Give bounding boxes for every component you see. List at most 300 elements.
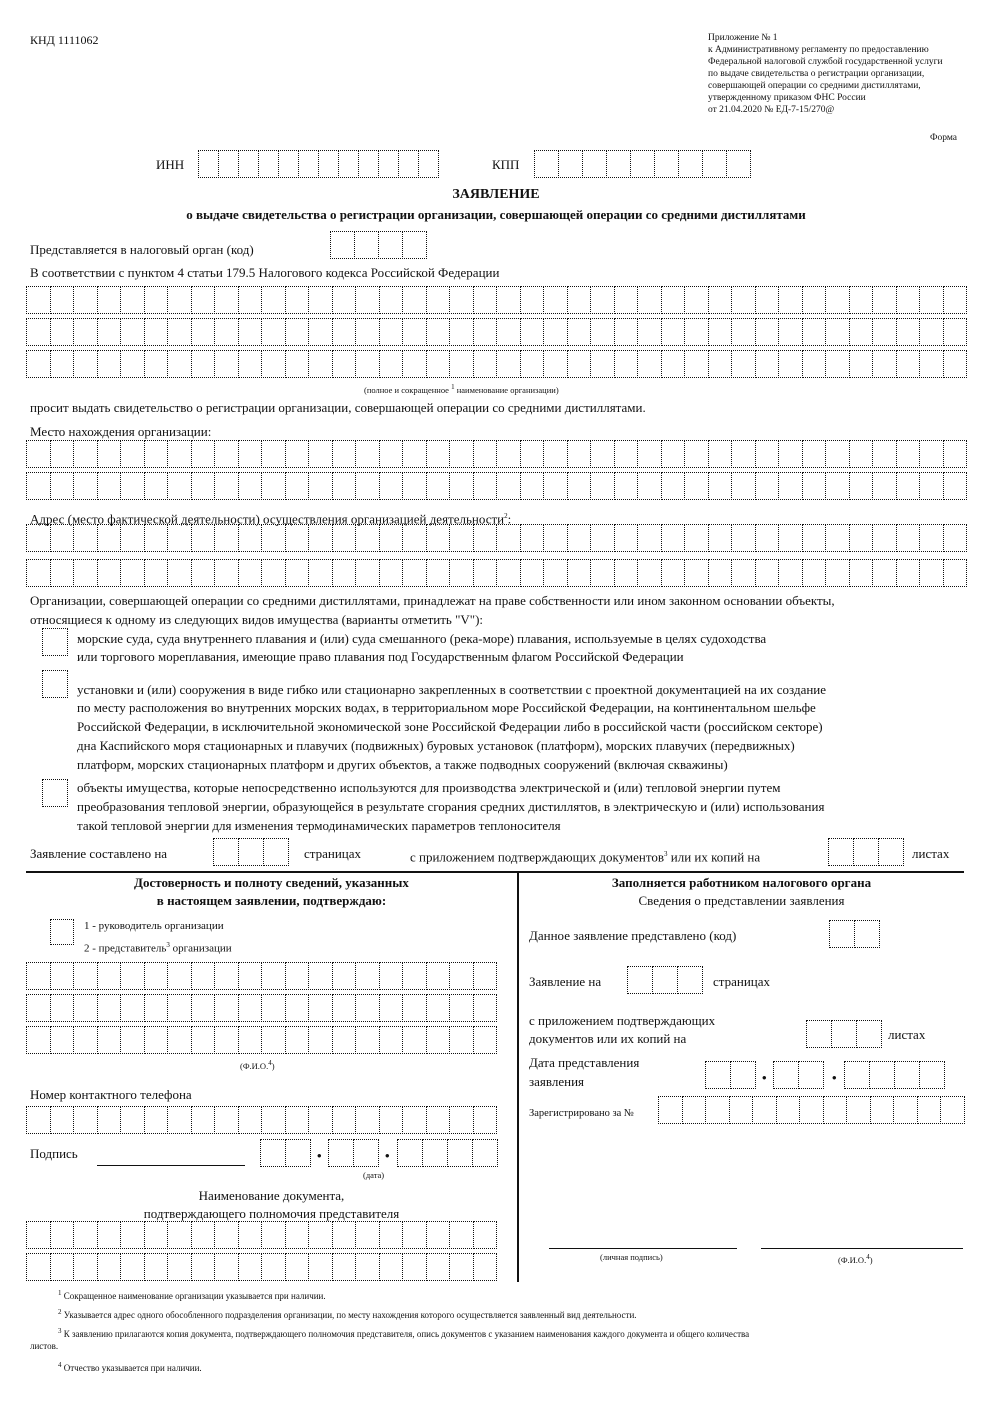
input-cell[interactable]: [520, 559, 545, 587]
input-cell[interactable]: [896, 286, 921, 314]
input-cell[interactable]: [614, 440, 639, 468]
input-cell[interactable]: [614, 350, 639, 378]
input-cell[interactable]: [191, 318, 216, 346]
input-cell[interactable]: [658, 1096, 683, 1124]
input-cell[interactable]: [614, 318, 639, 346]
input-cell[interactable]: [849, 559, 874, 587]
input-cell[interactable]: [332, 350, 357, 378]
input-cell[interactable]: [26, 1221, 51, 1249]
input-cell[interactable]: [543, 559, 568, 587]
input-cell[interactable]: [582, 150, 607, 178]
input-cell[interactable]: [308, 350, 333, 378]
input-cell[interactable]: [627, 966, 653, 994]
input-cell[interactable]: [558, 150, 583, 178]
input-cell[interactable]: [426, 286, 451, 314]
input-cell[interactable]: [684, 286, 709, 314]
input-cell[interactable]: [853, 838, 879, 866]
input-cell[interactable]: [50, 1221, 75, 1249]
input-cell[interactable]: [896, 350, 921, 378]
input-cell[interactable]: [120, 1106, 145, 1134]
input-cell[interactable]: [799, 1096, 824, 1124]
input-cell[interactable]: [330, 231, 355, 259]
input-cell[interactable]: [379, 1221, 404, 1249]
input-cell[interactable]: [473, 994, 498, 1022]
input-cell[interactable]: [731, 286, 756, 314]
input-cell[interactable]: [731, 440, 756, 468]
input-cell[interactable]: [285, 1106, 310, 1134]
rep-document-row-1[interactable]: [26, 1221, 496, 1249]
input-cell[interactable]: [473, 440, 498, 468]
input-cell[interactable]: [708, 286, 733, 314]
input-cell[interactable]: [355, 1026, 380, 1054]
input-cell[interactable]: [496, 286, 521, 314]
input-cell[interactable]: [637, 350, 662, 378]
input-cell[interactable]: [684, 472, 709, 500]
input-cell[interactable]: [402, 472, 427, 500]
pages-count-field[interactable]: [213, 838, 288, 866]
input-cell[interactable]: [496, 559, 521, 587]
input-cell[interactable]: [97, 1253, 122, 1281]
input-cell[interactable]: [238, 524, 263, 552]
input-cell[interactable]: [919, 1061, 945, 1089]
input-cell[interactable]: [332, 318, 357, 346]
input-cell[interactable]: [823, 1096, 848, 1124]
input-cell[interactable]: [238, 1221, 263, 1249]
signer-fio-row-2[interactable]: [26, 994, 496, 1022]
input-cell[interactable]: [261, 1253, 286, 1281]
input-cell[interactable]: [285, 440, 310, 468]
input-cell[interactable]: [849, 472, 874, 500]
input-cell[interactable]: [308, 1026, 333, 1054]
input-cell[interactable]: [731, 524, 756, 552]
input-cell[interactable]: [778, 524, 803, 552]
sign-date-month[interactable]: [328, 1139, 378, 1167]
input-cell[interactable]: [637, 286, 662, 314]
input-cell[interactable]: [379, 286, 404, 314]
input-cell[interactable]: [261, 994, 286, 1022]
input-cell[interactable]: [426, 1026, 451, 1054]
input-cell[interactable]: [590, 286, 615, 314]
input-cell[interactable]: [355, 1221, 380, 1249]
input-cell[interactable]: [802, 559, 827, 587]
input-cell[interactable]: [661, 524, 686, 552]
input-cell[interactable]: [637, 318, 662, 346]
input-cell[interactable]: [97, 286, 122, 314]
input-cell[interactable]: [849, 350, 874, 378]
input-cell[interactable]: [73, 1026, 98, 1054]
input-cell[interactable]: [191, 286, 216, 314]
input-cell[interactable]: [308, 1106, 333, 1134]
input-cell[interactable]: [684, 318, 709, 346]
input-cell[interactable]: [285, 994, 310, 1022]
input-cell[interactable]: [308, 1253, 333, 1281]
input-cell[interactable]: [214, 440, 239, 468]
input-cell[interactable]: [402, 994, 427, 1022]
input-cell[interactable]: [308, 1221, 333, 1249]
input-cell[interactable]: [191, 524, 216, 552]
input-cell[interactable]: [318, 150, 339, 178]
input-cell[interactable]: [73, 962, 98, 990]
input-cell[interactable]: [191, 1106, 216, 1134]
option-vessels-checkbox[interactable]: [42, 628, 68, 656]
input-cell[interactable]: [705, 1061, 731, 1089]
input-cell[interactable]: [943, 440, 968, 468]
input-cell[interactable]: [567, 350, 592, 378]
sign-date-year[interactable]: [397, 1139, 497, 1167]
input-cell[interactable]: [50, 1253, 75, 1281]
input-cell[interactable]: [379, 350, 404, 378]
input-cell[interactable]: [872, 286, 897, 314]
input-cell[interactable]: [661, 440, 686, 468]
input-cell[interactable]: [73, 994, 98, 1022]
input-cell[interactable]: [426, 318, 451, 346]
input-cell[interactable]: [755, 472, 780, 500]
input-cell[interactable]: [278, 150, 299, 178]
input-cell[interactable]: [677, 966, 703, 994]
input-cell[interactable]: [828, 838, 854, 866]
input-cell[interactable]: [167, 559, 192, 587]
input-cell[interactable]: [426, 1221, 451, 1249]
input-cell[interactable]: [214, 1026, 239, 1054]
input-cell[interactable]: [167, 440, 192, 468]
input-cell[interactable]: [702, 150, 727, 178]
input-cell[interactable]: [167, 962, 192, 990]
input-cell[interactable]: [328, 1139, 354, 1167]
input-cell[interactable]: [708, 350, 733, 378]
input-cell[interactable]: [473, 1221, 498, 1249]
input-cell[interactable]: [73, 1106, 98, 1134]
input-cell[interactable]: [285, 350, 310, 378]
input-cell[interactable]: [144, 350, 169, 378]
input-cell[interactable]: [120, 559, 145, 587]
input-cell[interactable]: [614, 472, 639, 500]
input-cell[interactable]: [449, 350, 474, 378]
input-cell[interactable]: [543, 440, 568, 468]
signer-fio-row-1[interactable]: [26, 962, 496, 990]
registration-number-field[interactable]: [658, 1096, 964, 1124]
input-cell[interactable]: [338, 150, 359, 178]
input-cell[interactable]: [708, 559, 733, 587]
input-cell[interactable]: [73, 472, 98, 500]
input-cell[interactable]: [285, 1221, 310, 1249]
input-cell[interactable]: [238, 286, 263, 314]
input-cell[interactable]: [332, 1253, 357, 1281]
input-cell[interactable]: [214, 559, 239, 587]
input-cell[interactable]: [802, 524, 827, 552]
input-cell[interactable]: [332, 962, 357, 990]
input-cell[interactable]: [191, 440, 216, 468]
officer-signature-line[interactable]: [549, 1248, 737, 1249]
input-cell[interactable]: [614, 524, 639, 552]
input-cell[interactable]: [896, 440, 921, 468]
input-cell[interactable]: [144, 286, 169, 314]
input-cell[interactable]: [379, 440, 404, 468]
input-cell[interactable]: [167, 1106, 192, 1134]
input-cell[interactable]: [402, 286, 427, 314]
input-cell[interactable]: [872, 440, 897, 468]
input-cell[interactable]: [661, 286, 686, 314]
input-cell[interactable]: [849, 524, 874, 552]
input-cell[interactable]: [355, 472, 380, 500]
input-cell[interactable]: [802, 350, 827, 378]
phone-field[interactable]: [26, 1106, 496, 1134]
input-cell[interactable]: [940, 1096, 965, 1124]
input-cell[interactable]: [806, 1020, 832, 1048]
input-cell[interactable]: [567, 559, 592, 587]
input-cell[interactable]: [496, 440, 521, 468]
input-cell[interactable]: [238, 472, 263, 500]
input-cell[interactable]: [191, 559, 216, 587]
input-cell[interactable]: [449, 318, 474, 346]
input-cell[interactable]: [261, 472, 286, 500]
input-cell[interactable]: [825, 440, 850, 468]
input-cell[interactable]: [426, 524, 451, 552]
address-row-2[interactable]: [26, 559, 966, 587]
input-cell[interactable]: [520, 350, 545, 378]
input-cell[interactable]: [731, 472, 756, 500]
input-cell[interactable]: [285, 1139, 311, 1167]
input-cell[interactable]: [214, 350, 239, 378]
input-cell[interactable]: [731, 350, 756, 378]
input-cell[interactable]: [872, 472, 897, 500]
input-cell[interactable]: [449, 1106, 474, 1134]
input-cell[interactable]: [398, 150, 419, 178]
input-cell[interactable]: [378, 150, 399, 178]
input-cell[interactable]: [144, 440, 169, 468]
input-cell[interactable]: [856, 1020, 882, 1048]
input-cell[interactable]: [261, 440, 286, 468]
input-cell[interactable]: [778, 318, 803, 346]
input-cell[interactable]: [120, 440, 145, 468]
input-cell[interactable]: [567, 286, 592, 314]
input-cell[interactable]: [473, 1106, 498, 1134]
input-cell[interactable]: [943, 559, 968, 587]
input-cell[interactable]: [332, 1026, 357, 1054]
input-cell[interactable]: [473, 559, 498, 587]
input-cell[interactable]: [214, 1106, 239, 1134]
signer-fio-row-3[interactable]: [26, 1026, 496, 1054]
input-cell[interactable]: [567, 472, 592, 500]
input-cell[interactable]: [567, 440, 592, 468]
input-cell[interactable]: [358, 150, 379, 178]
input-cell[interactable]: [684, 440, 709, 468]
input-cell[interactable]: [426, 1106, 451, 1134]
input-cell[interactable]: [637, 559, 662, 587]
input-cell[interactable]: [167, 994, 192, 1022]
input-cell[interactable]: [637, 472, 662, 500]
input-cell[interactable]: [144, 962, 169, 990]
input-cell[interactable]: [238, 150, 259, 178]
input-cell[interactable]: [26, 559, 51, 587]
input-cell[interactable]: [447, 1139, 473, 1167]
input-cell[interactable]: [755, 286, 780, 314]
input-cell[interactable]: [473, 472, 498, 500]
input-cell[interactable]: [26, 1106, 51, 1134]
input-cell[interactable]: [614, 559, 639, 587]
input-cell[interactable]: [825, 286, 850, 314]
input-cell[interactable]: [191, 1221, 216, 1249]
input-cell[interactable]: [473, 350, 498, 378]
input-cell[interactable]: [144, 472, 169, 500]
input-cell[interactable]: [614, 286, 639, 314]
input-cell[interactable]: [606, 150, 631, 178]
input-cell[interactable]: [353, 1139, 379, 1167]
input-cell[interactable]: [473, 318, 498, 346]
input-cell[interactable]: [97, 524, 122, 552]
input-cell[interactable]: [449, 524, 474, 552]
input-cell[interactable]: [308, 524, 333, 552]
input-cell[interactable]: [97, 962, 122, 990]
input-cell[interactable]: [894, 1061, 920, 1089]
input-cell[interactable]: [97, 440, 122, 468]
input-cell[interactable]: [778, 286, 803, 314]
input-cell[interactable]: [849, 440, 874, 468]
input-cell[interactable]: [829, 920, 855, 948]
input-cell[interactable]: [120, 350, 145, 378]
input-cell[interactable]: [97, 559, 122, 587]
input-cell[interactable]: [120, 994, 145, 1022]
input-cell[interactable]: [308, 440, 333, 468]
input-cell[interactable]: [214, 994, 239, 1022]
input-cell[interactable]: [214, 318, 239, 346]
input-cell[interactable]: [332, 472, 357, 500]
input-cell[interactable]: [261, 559, 286, 587]
input-cell[interactable]: [285, 472, 310, 500]
input-cell[interactable]: [798, 1061, 824, 1089]
input-cell[interactable]: [26, 286, 51, 314]
attach-count-field[interactable]: [828, 838, 903, 866]
input-cell[interactable]: [144, 1253, 169, 1281]
input-cell[interactable]: [590, 472, 615, 500]
input-cell[interactable]: [943, 318, 968, 346]
input-cell[interactable]: [473, 286, 498, 314]
input-cell[interactable]: [449, 559, 474, 587]
input-cell[interactable]: [825, 524, 850, 552]
input-cell[interactable]: [191, 350, 216, 378]
input-cell[interactable]: [849, 286, 874, 314]
input-cell[interactable]: [50, 440, 75, 468]
input-cell[interactable]: [26, 1253, 51, 1281]
input-cell[interactable]: [543, 472, 568, 500]
input-cell[interactable]: [402, 962, 427, 990]
input-cell[interactable]: [543, 524, 568, 552]
input-cell[interactable]: [378, 231, 403, 259]
input-cell[interactable]: [520, 524, 545, 552]
input-cell[interactable]: [943, 472, 968, 500]
input-cell[interactable]: [97, 472, 122, 500]
input-cell[interactable]: [308, 318, 333, 346]
org-name-row-2[interactable]: [26, 318, 966, 346]
input-cell[interactable]: [258, 150, 279, 178]
input-cell[interactable]: [654, 150, 679, 178]
rep-document-row-2[interactable]: [26, 1253, 496, 1281]
input-cell[interactable]: [261, 962, 286, 990]
input-cell[interactable]: [120, 318, 145, 346]
input-cell[interactable]: [896, 559, 921, 587]
input-cell[interactable]: [682, 1096, 707, 1124]
input-cell[interactable]: [402, 440, 427, 468]
input-cell[interactable]: [167, 350, 192, 378]
input-cell[interactable]: [238, 559, 263, 587]
input-cell[interactable]: [520, 440, 545, 468]
input-cell[interactable]: [496, 472, 521, 500]
input-cell[interactable]: [50, 1026, 75, 1054]
input-cell[interactable]: [285, 962, 310, 990]
input-cell[interactable]: [426, 472, 451, 500]
option-energy-checkbox[interactable]: [42, 779, 68, 807]
input-cell[interactable]: [238, 994, 263, 1022]
input-cell[interactable]: [238, 318, 263, 346]
input-cell[interactable]: [332, 524, 357, 552]
input-cell[interactable]: [191, 962, 216, 990]
input-cell[interactable]: [26, 472, 51, 500]
input-cell[interactable]: [397, 1139, 423, 1167]
input-cell[interactable]: [473, 1026, 498, 1054]
input-cell[interactable]: [844, 1061, 870, 1089]
input-cell[interactable]: [198, 150, 219, 178]
input-cell[interactable]: [919, 350, 944, 378]
input-cell[interactable]: [708, 524, 733, 552]
input-cell[interactable]: [261, 524, 286, 552]
option-installations-checkbox[interactable]: [42, 670, 68, 698]
input-cell[interactable]: [778, 559, 803, 587]
location-row-2[interactable]: [26, 472, 966, 500]
input-cell[interactable]: [590, 524, 615, 552]
input-cell[interactable]: [705, 1096, 730, 1124]
input-cell[interactable]: [144, 318, 169, 346]
input-cell[interactable]: [896, 318, 921, 346]
input-cell[interactable]: [285, 524, 310, 552]
input-cell[interactable]: [238, 1253, 263, 1281]
input-cell[interactable]: [520, 472, 545, 500]
input-cell[interactable]: [802, 472, 827, 500]
input-cell[interactable]: [332, 994, 357, 1022]
input-cell[interactable]: [825, 472, 850, 500]
input-cell[interactable]: [379, 472, 404, 500]
input-cell[interactable]: [144, 559, 169, 587]
tax-authority-code-field[interactable]: [330, 231, 426, 259]
input-cell[interactable]: [238, 350, 263, 378]
input-cell[interactable]: [285, 1253, 310, 1281]
input-cell[interactable]: [943, 286, 968, 314]
input-cell[interactable]: [120, 962, 145, 990]
input-cell[interactable]: [426, 962, 451, 990]
input-cell[interactable]: [402, 350, 427, 378]
input-cell[interactable]: [167, 472, 192, 500]
submission-date-day[interactable]: [705, 1061, 755, 1089]
input-cell[interactable]: [97, 318, 122, 346]
input-cell[interactable]: [263, 838, 289, 866]
submission-date-year[interactable]: [844, 1061, 944, 1089]
input-cell[interactable]: [496, 318, 521, 346]
input-cell[interactable]: [473, 1253, 498, 1281]
input-cell[interactable]: [755, 559, 780, 587]
input-cell[interactable]: [73, 524, 98, 552]
input-cell[interactable]: [26, 350, 51, 378]
input-cell[interactable]: [191, 472, 216, 500]
input-cell[interactable]: [872, 524, 897, 552]
input-cell[interactable]: [825, 350, 850, 378]
input-cell[interactable]: [520, 286, 545, 314]
input-cell[interactable]: [73, 440, 98, 468]
input-cell[interactable]: [379, 1253, 404, 1281]
input-cell[interactable]: [630, 150, 655, 178]
input-cell[interactable]: [261, 1221, 286, 1249]
input-cell[interactable]: [238, 962, 263, 990]
input-cell[interactable]: [97, 1106, 122, 1134]
input-cell[interactable]: [144, 1221, 169, 1249]
location-row-1[interactable]: [26, 440, 966, 468]
